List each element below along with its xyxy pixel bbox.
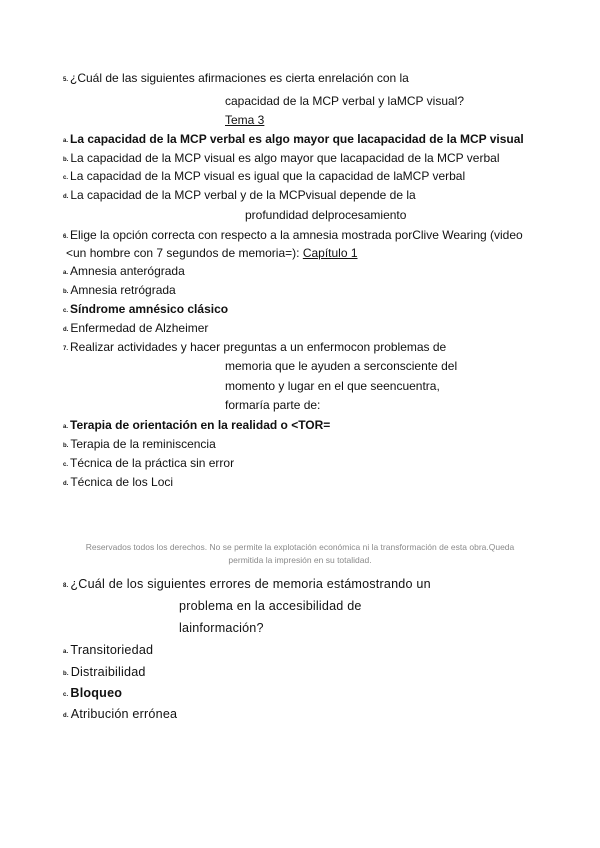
q6-text-1: Elige la opción correcta con respecto a la amnesia mostrada porClive Wearing (video xyxy=(70,228,523,242)
option-marker: c. xyxy=(63,308,69,314)
q7-line4: formaría parte de: xyxy=(225,398,321,412)
q8-text-1: ¿Cuál de los siguientes errores de memoria estámostrando un xyxy=(70,577,431,591)
q6-text-2: <un hombre con 7 segundos de memoria=): xyxy=(66,246,303,260)
q7-option-b xyxy=(63,437,216,453)
q7-option-a xyxy=(63,418,330,434)
q5-line1 xyxy=(63,71,409,87)
option-text: La capacidad de la MCP visual es algo mayor que lacapacidad de la MCP verbal xyxy=(70,151,500,165)
option-marker: d. xyxy=(63,713,69,719)
rights-notice-line2: permitida la impresión en su totalidad. xyxy=(228,555,372,565)
q7-number: 7. xyxy=(63,346,69,352)
option-marker: d. xyxy=(63,194,69,200)
q6-line1 xyxy=(63,228,523,244)
q5-tag: Tema 3 xyxy=(225,113,265,127)
q8-number: 8. xyxy=(63,583,69,589)
option-marker: d. xyxy=(63,327,69,333)
option-text: La capacidad de la MCP verbal y de la MCPvisual depende de la xyxy=(70,188,416,202)
option-marker: a. xyxy=(63,270,69,276)
q6-tag: Capítulo 1 xyxy=(302,246,358,260)
q7-text-1: Realizar actividades y hacer preguntas a un enfermocon problemas de xyxy=(70,340,447,354)
q8-option-a xyxy=(63,643,153,659)
q5-line2: capacidad de la MCP verbal y laMCP visual? xyxy=(225,94,465,108)
option-text: Enfermedad de Alzheimer xyxy=(70,321,209,335)
q5-number: 5. xyxy=(63,77,69,83)
option-text: Técnica de la práctica sin error xyxy=(70,456,235,470)
q8-line2: problema en la accesibilidad de xyxy=(179,599,362,613)
option-text: La capacidad de la MCP verbal es algo mayor que lacapacidad de la MCP visual xyxy=(70,132,524,146)
option-text: Transitoriedad xyxy=(70,643,154,657)
q8-line1 xyxy=(63,577,431,593)
q5-option-d xyxy=(63,188,416,204)
q5-option-b xyxy=(63,151,499,167)
option-text: Terapia de orientación en la realidad o <TOR= xyxy=(70,418,331,432)
q8-option-c xyxy=(63,686,122,702)
q7-line1 xyxy=(63,340,446,356)
option-marker: d. xyxy=(63,481,69,487)
option-marker: c. xyxy=(63,462,69,468)
option-marker: a. xyxy=(63,424,69,430)
q6-number: 6. xyxy=(63,234,69,240)
option-text: Amnesia retrógrada xyxy=(70,283,176,297)
q5-text-1: ¿Cuál de las siguientes afirmaciones es cierta enrelación con la xyxy=(70,71,409,85)
option-marker: a. xyxy=(63,649,69,655)
q6-option-d xyxy=(63,321,208,337)
option-marker: b. xyxy=(63,289,69,295)
option-text: Bloqueo xyxy=(70,686,123,700)
rights-notice-line1: Reservados todos los derechos. No se permite la explotación económica ni la transformación de esta obra.Queda xyxy=(85,542,515,552)
option-text: Técnica de los Loci xyxy=(70,475,174,489)
option-text: Amnesia anterógrada xyxy=(70,264,185,278)
q7-line3: momento y lugar en el que seencuentra, xyxy=(225,379,440,393)
q8-option-b xyxy=(63,665,146,681)
option-marker: b. xyxy=(63,157,69,163)
option-text: Terapia de la reminiscencia xyxy=(70,437,216,451)
rights-notice xyxy=(60,541,540,567)
q5-option-d-cont: profundidad delprocesamiento xyxy=(245,208,407,222)
option-marker: c. xyxy=(63,175,69,181)
option-text: Distraibilidad xyxy=(70,665,146,679)
q6-option-c xyxy=(63,302,228,318)
q6-line2 xyxy=(66,246,358,260)
option-text: La capacidad de la MCP visual es igual que la capacidad de laMCP verbal xyxy=(70,169,466,183)
option-text: Atribución errónea xyxy=(70,707,178,721)
q8-option-d xyxy=(63,707,177,723)
q7-line2: memoria que le ayuden a serconsciente del xyxy=(225,359,458,373)
q6-option-b xyxy=(63,283,176,299)
option-marker: a. xyxy=(63,138,69,144)
q7-option-d xyxy=(63,475,173,491)
option-marker: b. xyxy=(63,671,69,677)
option-marker: c. xyxy=(63,692,69,698)
q8-line3: lainformación? xyxy=(179,621,264,635)
q6-option-a xyxy=(63,264,185,280)
option-text: Síndrome amnésico clásico xyxy=(70,302,229,316)
q5-option-a xyxy=(63,132,524,148)
option-marker: b. xyxy=(63,443,69,449)
q5-option-c xyxy=(63,169,465,185)
q7-option-c xyxy=(63,456,234,472)
